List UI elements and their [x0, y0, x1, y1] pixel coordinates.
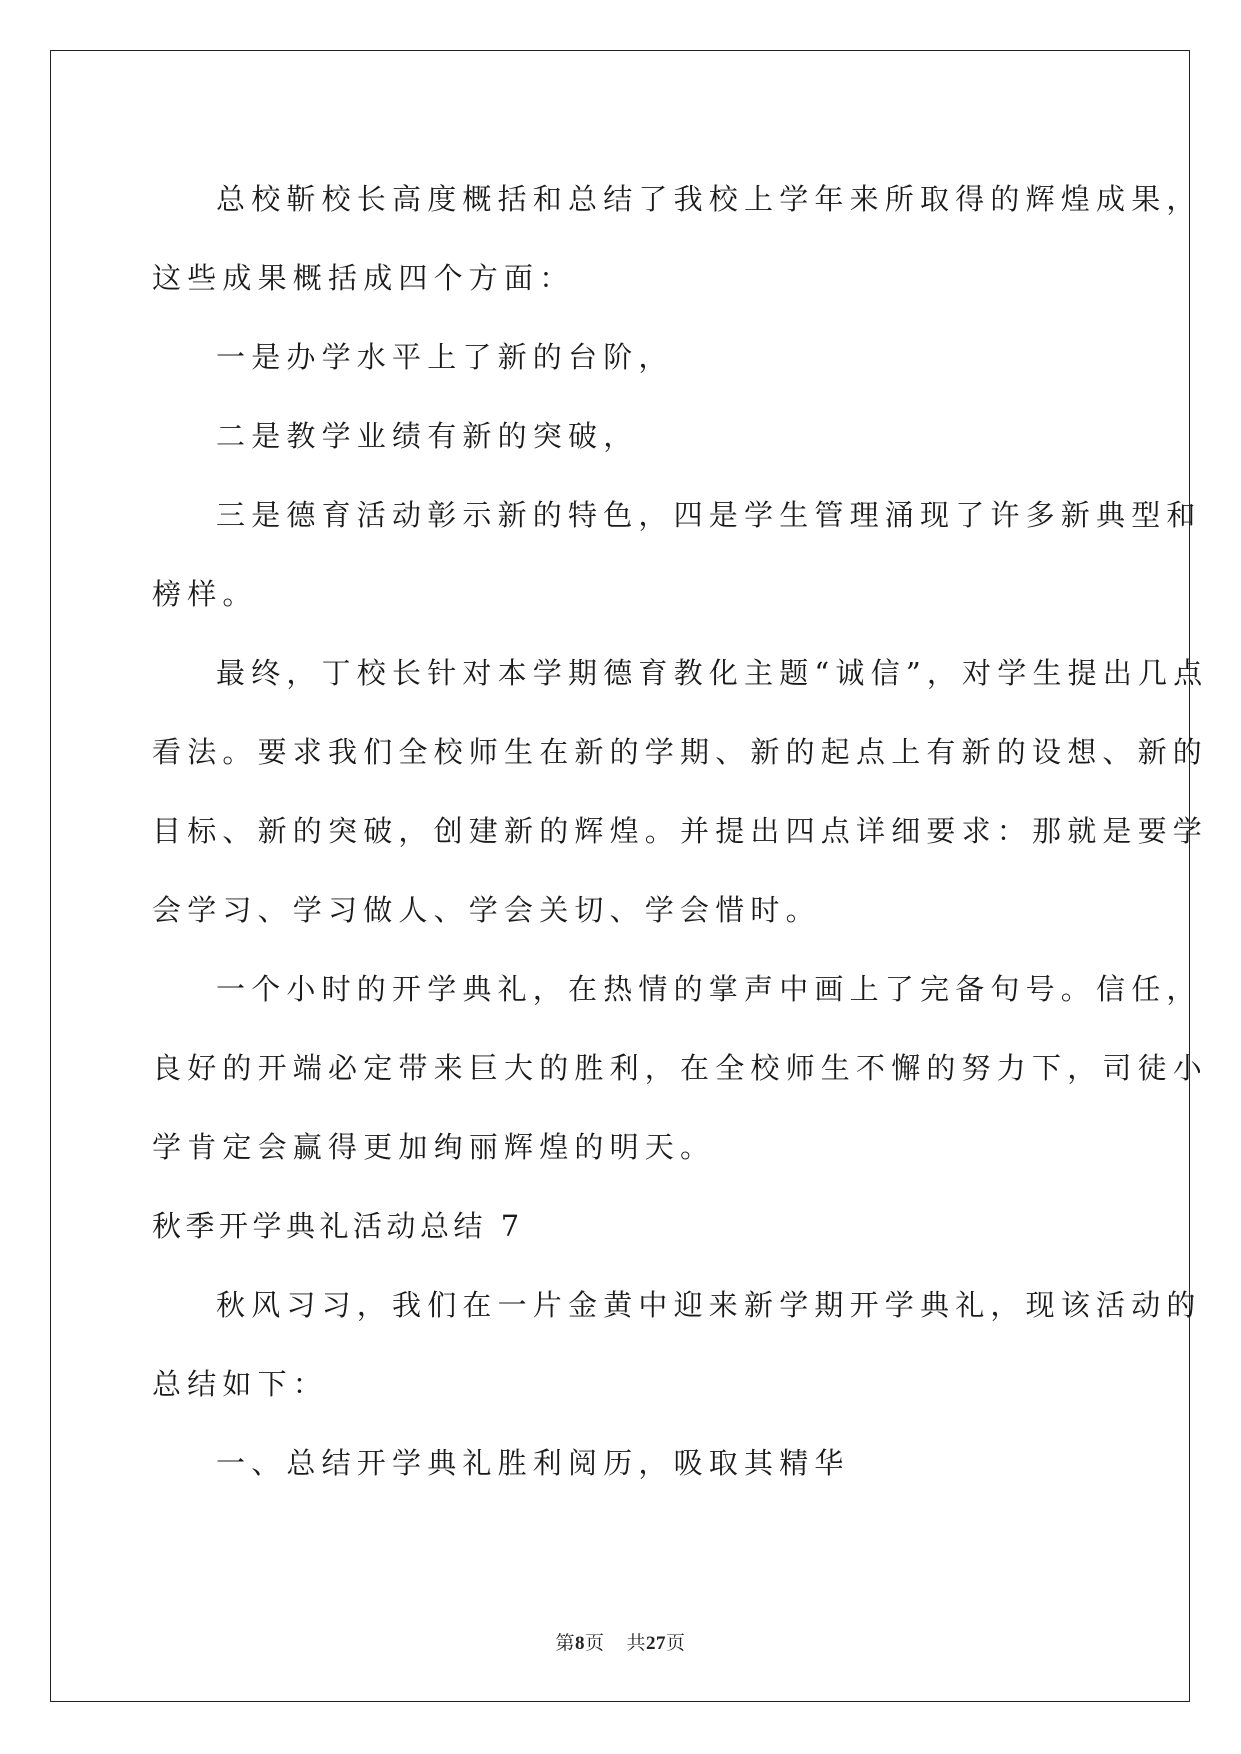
paragraph-line: 二是教学业绩有新的突破， [216, 419, 639, 453]
paragraph-line: 这些成果概括成四个方面： [152, 261, 575, 295]
paragraph-line: 最终，丁校长针对本学期德育教化主题“诚信”，对学生提出几点 [216, 656, 1209, 690]
paragraph-line: 目标、新的突破，创建新的辉煌。并提出四点详细要求：那就是要学 [152, 814, 1209, 848]
page-prefix: 第 [555, 1633, 575, 1654]
paragraph-line: 一个小时的开学典礼，在热情的掌声中画上了完备句号。信任， [216, 972, 1202, 1006]
paragraph-line: 秋风习习，我们在一片金黄中迎来新学期开学典礼，现该活动的 [216, 1288, 1202, 1322]
page-suffix: 页 [584, 1633, 605, 1654]
paragraph-line: 学肯定会赢得更加绚丽辉煌的明天。 [152, 1130, 716, 1164]
paragraph-line: 一、总结开学典礼胜利阅历，吸取其精华 [216, 1446, 850, 1480]
paragraph-line: 会学习、学习做人、学会关切、学会惜时。 [152, 893, 821, 927]
paragraph-line: 良好的开端必定带来巨大的胜利，在全校师生不懈的努力下，司徒小 [152, 1051, 1209, 1085]
page-footer [0, 1628, 1241, 1655]
paragraph-line: 榜样。 [152, 577, 258, 611]
total-prefix: 共 [626, 1633, 647, 1654]
document-body [152, 160, 1209, 1503]
total-suffix: 页 [666, 1633, 686, 1654]
paragraph-line: 一是办学水平上了新的台阶， [216, 340, 674, 374]
page-number: 8 [574, 1633, 585, 1654]
section-heading: 秋季开学典礼活动总结 7 [152, 1209, 524, 1243]
total-pages: 27 [646, 1633, 667, 1654]
paragraph-line: 总校靳校长高度概括和总结了我校上学年来所取得的辉煌成果， [216, 182, 1202, 216]
paragraph-line: 三是德育活动彰示新的特色，四是学生管理涌现了许多新典型和 [216, 498, 1202, 532]
paragraph-line: 总结如下： [152, 1367, 329, 1401]
paragraph-line: 看法。要求我们全校师生在新的学期、新的起点上有新的设想、新的 [152, 735, 1209, 769]
